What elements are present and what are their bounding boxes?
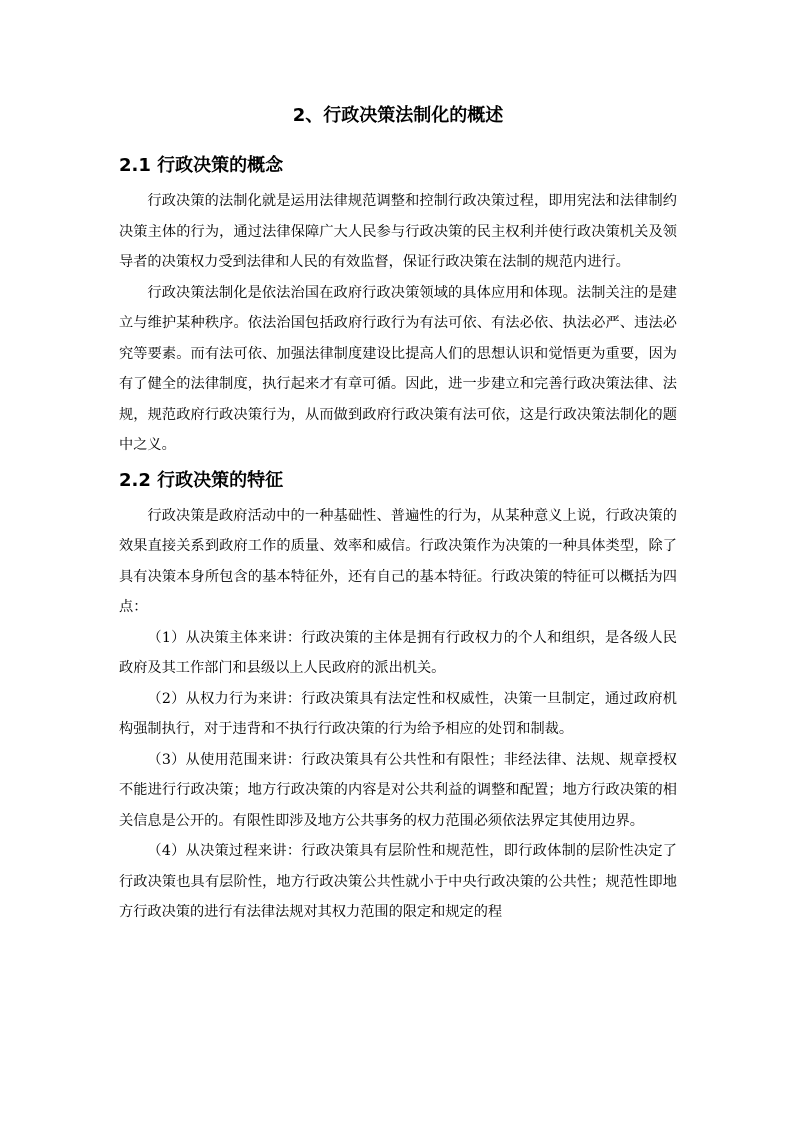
document-title: 2、行政决策法制化的概述: [292, 105, 504, 126]
list-item: （1）从决策主体来讲：行政决策的主体是拥有行政权力的个人和组织，是各级人民政府及其工作部门和县级以上人民政府的派出机关。: [119, 629, 677, 676]
list-item: （2）从权力行为来讲：行政决策具有法定性和权威性，决策一旦制定，通过政府机构强制执行，对于违背和不执行行政决策的行为给予相应的处罚和制裁。: [119, 690, 677, 737]
paragraph: 行政决策法制化是依法治国在政府行政决策领域的具体应用和体现。法制关注的是建立与维护某种秩序。依法治国包括政府行政行为有法可依、有法必依、执法必严、违法必究等要素。而有法可依、加强法律制度建设比提高人们的思想认识和觉悟更为重要，因为有了健全的法律制度，执行起来才有章可循。因此，进一步建立和完善行政决策法律、法规，规范政府行政决策行为，从而做到政府行政决策有法可依，这是行政决策法制化的题中之义。: [119, 284, 677, 453]
list-item: （3）从使用范围来讲：行政决策具有公共性和有限性；非经法律、法规、规章授权不能进行行政决策；地方行政决策的内容是对公共利益的调整和配置；地方行政决策的相关信息是公开的。有限性即涉及地方公共事务的权力范围必须依法界定其使用边界。: [119, 751, 677, 829]
document-body: [119, 100, 677, 928]
section-heading-2-1: 2.1 行政决策的概念: [119, 155, 284, 176]
list-item: （4）从决策过程来讲：行政决策具有层阶性和规范性，即行政体制的层阶性决定了行政决策也具有层阶性，地方行政决策公共性就小于中央行政决策的公共性；规范性即地方行政决策的进行有法律法规对其权力范围的限定和规定的程: [119, 843, 677, 920]
paragraph: 行政决策是政府活动中的一种基础性、普遍性的行为，从某种意义上说，行政决策的效果直接关系到政府工作的质量、效率和威信。行政决策作为决策的一种具体类型，除了具有决策本身所包含的基本特征外，还有自己的基本特征。行政决策的特征可以概括为四点：: [119, 507, 677, 615]
paragraph: 行政决策的法制化就是运用法律规范调整和控制行政决策过程，即用宪法和法律制约决策主体的行为，通过法律保障广大人民参与行政决策的民主权利并使行政决策机关及领导者的决策权力受到法律和人民的有效监督，保证行政决策在法制的规范内进行。: [119, 193, 677, 270]
section-heading-2-2: 2.2 行政决策的特征: [119, 469, 284, 491]
